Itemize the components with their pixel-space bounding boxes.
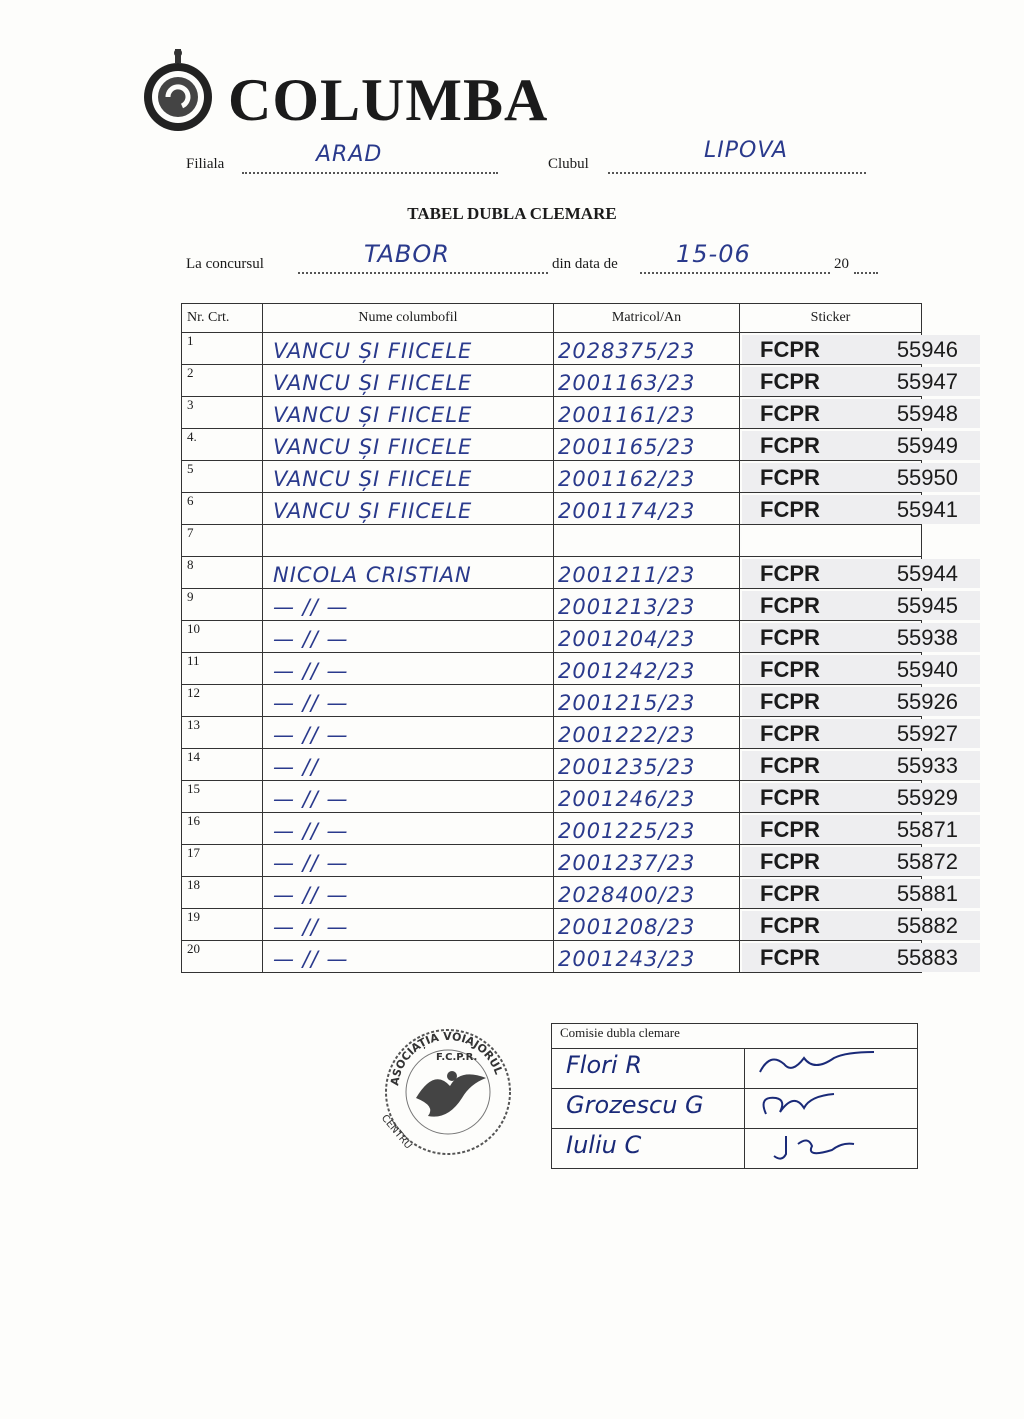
table-row: [182, 333, 922, 365]
table-row: [182, 941, 922, 973]
clemare-table: [181, 303, 958, 973]
ring-number: 2001213/23: [558, 595, 696, 619]
svg-text:ASOCIAȚIA VOIAJORUL: ASOCIAȚIA VOIAJORUL: [388, 1029, 506, 1087]
sticker-code: FCPR: [760, 369, 820, 394]
sticker-label: [742, 943, 980, 972]
ring-number: 2028400/23: [558, 883, 696, 907]
row-number: 1: [182, 333, 263, 365]
sticker-number: 55933: [896, 753, 958, 778]
sticker-number: 55947: [896, 369, 958, 394]
ring-number: 2001222/23: [558, 723, 696, 747]
ring-number: 2001225/23: [558, 819, 696, 843]
row-number: 14: [182, 749, 263, 781]
fancier-name: VANCU ȘI FIICELE: [273, 339, 473, 363]
ring-number: 2001211/23: [558, 563, 696, 587]
table-row: [182, 397, 922, 429]
fancier-name: VANCU ȘI FIICELE: [273, 499, 473, 523]
sticker-code: FCPR: [760, 337, 820, 362]
row-number: 10: [182, 621, 263, 653]
table-row: [182, 717, 922, 749]
data-label: din data de: [552, 256, 618, 272]
fancier-name: VANCU ȘI FIICELE: [273, 371, 473, 395]
sticker-code: FCPR: [760, 817, 820, 842]
row-number: 9: [182, 589, 263, 621]
sticker-label: [742, 367, 980, 396]
fancier-name: — // —: [273, 627, 349, 651]
table-row: [182, 429, 922, 461]
svg-text:F.C.P.R.: F.C.P.R.: [436, 1052, 478, 1063]
table-row: [182, 749, 922, 781]
sticker-code: FCPR: [760, 561, 820, 586]
sticker-number: 55945: [896, 593, 958, 618]
filiala-club-row: [186, 138, 866, 180]
ring-number: 2001215/23: [558, 691, 696, 715]
commission-row: [552, 1129, 918, 1169]
ring-number: 2001163/23: [558, 371, 696, 395]
table-row: [182, 877, 922, 909]
table-row: [182, 621, 922, 653]
fancier-name: — // —: [273, 787, 349, 811]
sticker-number: 55881: [896, 881, 958, 906]
commission-member: Iuliu C: [566, 1131, 642, 1159]
sticker-number: 55946: [896, 337, 958, 362]
row-number: 4.: [182, 429, 263, 461]
sticker-label: [742, 687, 980, 716]
sticker-number: 55944: [896, 561, 958, 586]
commission-title: Comisie dubla clemare: [552, 1024, 918, 1049]
row-number: 7: [182, 525, 263, 557]
fancier-name: — // —: [273, 851, 349, 875]
sticker-number: 55938: [896, 625, 958, 650]
table-row: [182, 813, 922, 845]
sticker-code: FCPR: [760, 881, 820, 906]
signature-icon: [746, 1130, 896, 1162]
row-number: 11: [182, 653, 263, 685]
sticker-label: [742, 783, 980, 812]
sticker-code: FCPR: [760, 433, 820, 458]
table-row: [182, 781, 922, 813]
ring-number: 2001161/23: [558, 403, 696, 427]
commission-member: Grozescu G: [566, 1091, 704, 1119]
sticker-code: FCPR: [760, 497, 820, 522]
sticker-number: 55882: [896, 913, 958, 938]
row-number: 17: [182, 845, 263, 877]
table-row: [182, 685, 922, 717]
sticker-number: 55872: [896, 849, 958, 874]
ring-number: 2001237/23: [558, 851, 696, 875]
sticker-label: [742, 559, 980, 588]
data-value: 15-06: [676, 240, 751, 268]
ring-number: 2001246/23: [558, 787, 696, 811]
sticker-label: [742, 431, 980, 460]
concurs-value: TABOR: [364, 240, 450, 268]
col-nr: Nr. Crt.: [182, 304, 263, 333]
row-number: 18: [182, 877, 263, 909]
clubul-value: LIPOVA: [704, 138, 788, 163]
table-row: [182, 365, 922, 397]
table-row: [182, 557, 922, 589]
col-name: Nume columbofil: [263, 304, 554, 333]
ring-number: 2001174/23: [558, 499, 696, 523]
sticker-label: [742, 911, 980, 940]
commission-row: [552, 1089, 918, 1129]
fancier-name: VANCU ȘI FIICELE: [273, 403, 473, 427]
table-row: [182, 909, 922, 941]
brand-title: COLUMBA: [228, 67, 549, 133]
sticker-code: FCPR: [760, 401, 820, 426]
sticker-number: 55940: [896, 657, 958, 682]
sticker-code: FCPR: [760, 785, 820, 810]
sticker-code: FCPR: [760, 753, 820, 778]
ring-number: 2001208/23: [558, 915, 696, 939]
sticker-label: [742, 719, 980, 748]
table-row: [182, 653, 922, 685]
sticker-number: 55950: [896, 465, 958, 490]
row-number: 19: [182, 909, 263, 941]
sticker-label: [742, 623, 980, 652]
filiala-value: ARAD: [316, 142, 383, 167]
fancier-name: — // —: [273, 595, 349, 619]
ring-number: 2001235/23: [558, 755, 696, 779]
page-title: TABEL DUBLA CLEMARE: [407, 204, 617, 223]
fancier-name: NICOLA CRISTIAN: [273, 563, 472, 587]
commission-row: [552, 1049, 918, 1089]
svg-text:CENTRU: CENTRU: [378, 1112, 414, 1152]
fancier-name: — // —: [273, 691, 349, 715]
year-prefix: 20: [834, 256, 849, 272]
sticker-number: 55929: [896, 785, 958, 810]
sticker-label: [742, 751, 980, 780]
columba-logo-icon: [140, 45, 220, 135]
row-number: 3: [182, 397, 263, 429]
concurs-row: [186, 240, 886, 280]
signature-icon: [746, 1090, 896, 1122]
sticker-number: 55871: [896, 817, 958, 842]
sticker-label: [742, 879, 980, 908]
sticker-number: 55926: [896, 689, 958, 714]
fancier-name: — // —: [273, 659, 349, 683]
col-sticker: Sticker: [740, 304, 922, 333]
sticker-label: [742, 815, 980, 844]
association-stamp-icon: [368, 1020, 528, 1170]
ring-number: 2028375/23: [558, 339, 696, 363]
clubul-label: Clubul: [548, 156, 589, 172]
ring-number: 2001243/23: [558, 947, 696, 971]
commission-member: Flori R: [566, 1051, 642, 1079]
fancier-name: — // —: [273, 947, 349, 971]
sticker-code: FCPR: [760, 721, 820, 746]
sticker-code: FCPR: [760, 913, 820, 938]
fancier-name: VANCU ȘI FIICELE: [273, 467, 473, 491]
sticker-code: FCPR: [760, 849, 820, 874]
row-number: 12: [182, 685, 263, 717]
fancier-name: — // —: [273, 883, 349, 907]
sticker-label: [742, 591, 980, 620]
row-number: 20: [182, 941, 263, 973]
commission-box: [551, 1023, 918, 1169]
col-matricol: Matricol/An: [554, 304, 740, 333]
row-number: 5: [182, 461, 263, 493]
fancier-name: — //: [273, 755, 319, 779]
sticker-label: [742, 399, 980, 428]
fancier-name: — // —: [273, 915, 349, 939]
row-number: 15: [182, 781, 263, 813]
sticker-number: 55927: [896, 721, 958, 746]
row-number: 16: [182, 813, 263, 845]
row-number: 8: [182, 557, 263, 589]
sticker-code: FCPR: [760, 625, 820, 650]
year-dots: [854, 256, 878, 274]
sticker-code: FCPR: [760, 593, 820, 618]
fancier-name: — // —: [273, 723, 349, 747]
table-row: [182, 845, 922, 877]
sticker-code: FCPR: [760, 657, 820, 682]
sticker-number: 55941: [896, 497, 958, 522]
ring-number: 2001162/23: [558, 467, 696, 491]
sticker-number: 55949: [896, 433, 958, 458]
sticker-number: 55883: [896, 945, 958, 970]
sticker-label: [742, 655, 980, 684]
table-row: [182, 525, 922, 557]
fancier-name: VANCU ȘI FIICELE: [273, 435, 473, 459]
row-number: 2: [182, 365, 263, 397]
table-row: [182, 589, 922, 621]
sticker-label: [742, 463, 980, 492]
table-row: [182, 461, 922, 493]
ring-number: 2001165/23: [558, 435, 696, 459]
sticker-label: [742, 495, 980, 524]
row-number: 6: [182, 493, 263, 525]
sticker-code: FCPR: [760, 945, 820, 970]
concurs-label: La concursul: [186, 256, 264, 272]
ring-number: 2001204/23: [558, 627, 696, 651]
ring-number: 2001242/23: [558, 659, 696, 683]
sticker-number: 55948: [896, 401, 958, 426]
sticker-code: FCPR: [760, 465, 820, 490]
table-header-row: [182, 304, 922, 333]
row-number: 13: [182, 717, 263, 749]
sticker-code: FCPR: [760, 689, 820, 714]
filiala-label: Filiala: [186, 156, 225, 172]
signature-icon: [746, 1050, 896, 1082]
fancier-name: — // —: [273, 819, 349, 843]
sticker-label: [742, 847, 980, 876]
table-row: [182, 493, 922, 525]
sticker-label: [742, 335, 980, 364]
